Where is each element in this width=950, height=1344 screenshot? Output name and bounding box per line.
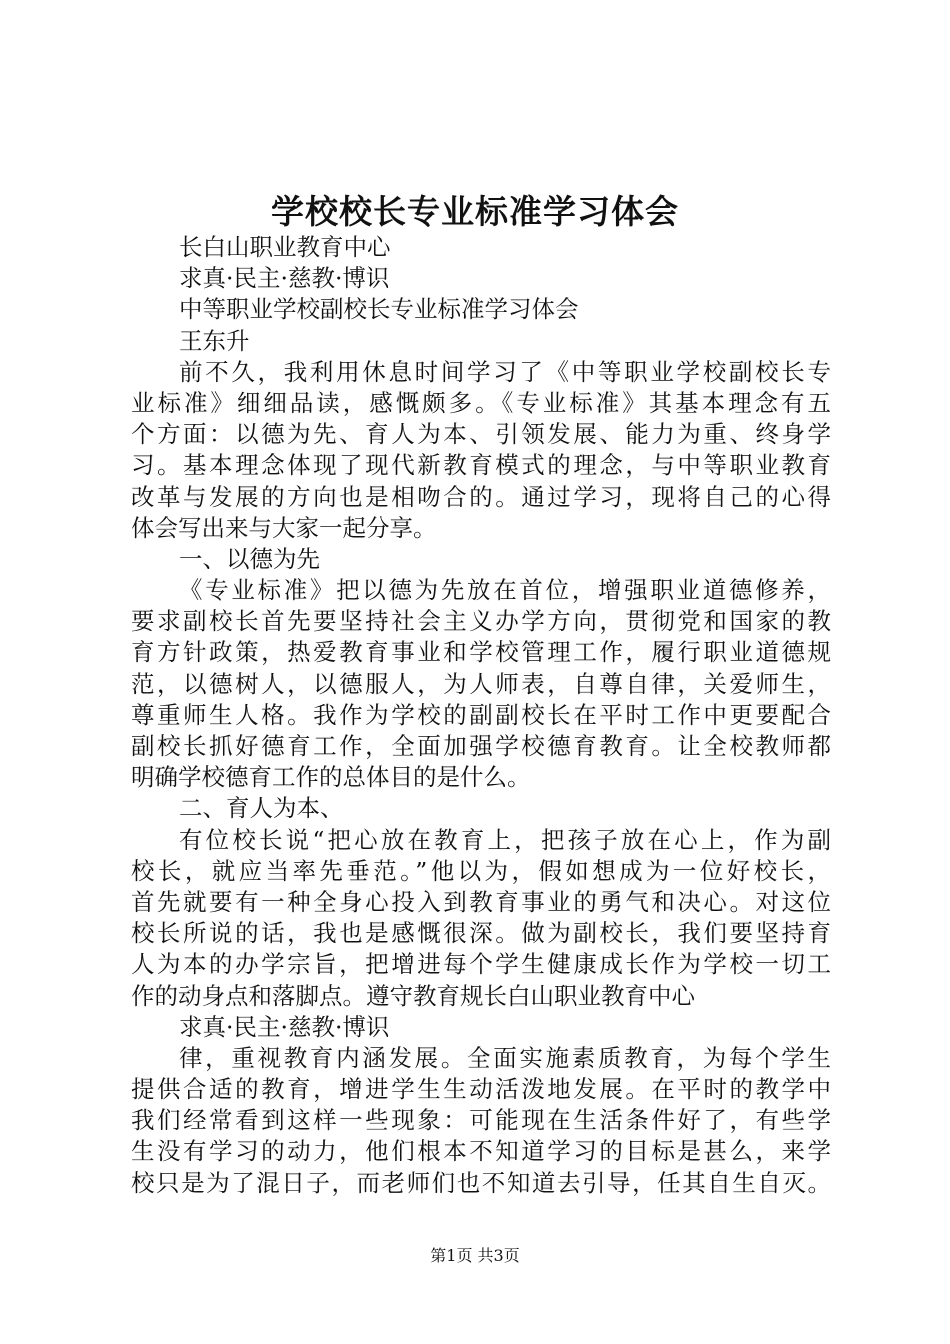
text-line: 要求副校长首先要坚持社会主义办学方向，贯彻党和国家的教 — [131, 607, 831, 636]
document-body — [131, 232, 831, 1199]
text-line: 王东升 — [179, 326, 250, 355]
text-line: 体会写出来与大家一起分享。 — [131, 513, 437, 542]
text-line: 长白山职业教育中心 — [179, 233, 391, 261]
text-line: 校只是为了混日子，而老师们也不知道去引导，任其自生自灭。 — [131, 1168, 831, 1197]
text-line: 律，重视教育内涵发展。全面实施素质教育，为每个学生 — [179, 1043, 831, 1072]
document-title: 学校校长专业标准学习体会 — [271, 192, 679, 231]
text-line: 人为本的办学宗旨，把增进每个学生健康成长作为学校一切工 — [131, 950, 831, 979]
text-line: 改革与发展的方向也是相吻合的。通过学习，现将自己的心得 — [131, 482, 831, 511]
text-line: 前不久，我利用休息时间学习了《中等职业学校副校长专 — [179, 357, 831, 386]
text-line: 业标准》细细品读，感慨颇多。《专业标准》其基本理念有五 — [131, 388, 831, 417]
text-line: 首先就要有一种全身心投入到教育事业的勇气和决心。对这位 — [131, 887, 831, 916]
text-line: 个方面：以德为先、育人为本、引领发展、能力为重、终身学 — [131, 420, 831, 449]
text-line: 尊重师生人格。我作为学校的副副校长在平时工作中更要配合 — [131, 700, 831, 729]
text-line: 一、以德为先 — [179, 544, 320, 573]
text-line: 副校长抓好德育工作，全面加强学校德育教育。让全校教师都 — [131, 732, 831, 760]
text-line: 生没有学习的动力，他们根本不知道学习的目标是甚么，来学 — [131, 1137, 831, 1166]
text-line: 求真·民主·慈教·博识 — [179, 1012, 390, 1041]
text-line: 校长所说的话，我也是感慨很深。做为副校长，我们要坚持育 — [131, 919, 831, 948]
text-line: 求真·民主·慈教·博识 — [179, 264, 390, 293]
text-line: 范，以德树人，以德服人，为人师表，自尊自律，关爱师生， — [131, 669, 831, 698]
text-line: 明确学校德育工作的总体目的是什么。 — [131, 763, 531, 792]
text-line: 提供合适的教育，增进学生生动活泼地发展。在平时的教学中 — [131, 1075, 831, 1104]
text-line: 有位校长说“把心放在教育上，把孩子放在心上，作为副 — [179, 825, 831, 854]
text-line: 作的动身点和落脚点。遵守教育规长白山职业教育中心 — [131, 981, 695, 1010]
text-line: 校长，就应当率先垂范。”他以为，假如想成为一位好校长， — [131, 856, 831, 885]
text-line: 《专业标准》把以德为先放在首位，增强职业道德修养， — [179, 576, 831, 605]
text-line: 育方针政策，热爱教育事业和学校管理工作，履行职业道德规 — [131, 638, 831, 667]
text-line: 二、育人为本、 — [179, 794, 344, 823]
page-footer: 第1页 共3页 — [430, 1246, 520, 1265]
text-line: 习。基本理念体现了现代新教育模式的理念，与中等职业教育 — [131, 451, 831, 480]
text-line: 中等职业学校副校长专业标准学习体会 — [179, 295, 579, 324]
text-line: 我们经常看到这样一些现象：可能现在生活条件好了，有些学 — [131, 1106, 831, 1135]
